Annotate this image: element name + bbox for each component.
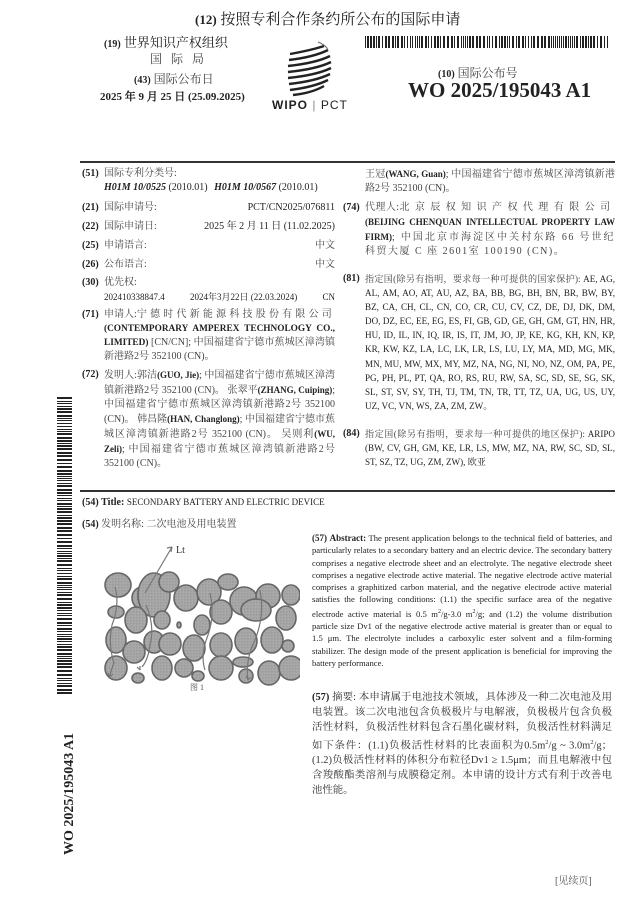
wipo-logo-icon — [284, 40, 334, 98]
particle — [175, 659, 193, 677]
abstract-label: Abstract: — [329, 533, 367, 543]
particle — [210, 633, 232, 657]
wipo-pct-logo-text — [272, 98, 348, 112]
bureau-name: 国 际 局 — [150, 52, 208, 66]
inid-code: (81) — [343, 273, 360, 284]
inventor-5-cn: 王冠 — [365, 169, 386, 180]
inventor-1-address: ; 中国福建省宁德市蕉城区漳湾镇新港路2号 352100 (CN)。 — [104, 370, 335, 396]
agent-address: ; 中国北京市海淀区中关村东路 66 号世纪科贸大厦 C 座 2601室 100190 (CN)。 — [365, 232, 615, 257]
particle — [183, 635, 205, 661]
figure-caption: 图 1 — [190, 683, 204, 692]
abstract-text-part1: 本申请属于电池技术领域，具体涉及一种二次电池及用电装置。该二次电池包含负极极片与电解液，负极极片包含负极活性材料，负极活性材料包含石墨化碳材料，负极活性材料满足如下条件：(1.1)负极活性材料的比表面积为0.5m — [312, 692, 612, 752]
abstract-english — [312, 532, 612, 669]
side-barcode — [57, 397, 72, 697]
field-71-applicant — [82, 308, 335, 364]
inventor-4-cn: 吴则利 — [281, 429, 315, 440]
publication-date-label-text: 国际公布日 — [153, 72, 214, 86]
particle — [261, 627, 283, 653]
publication-barcode — [365, 36, 612, 48]
inventor-1-cn: 郭洁 — [136, 370, 158, 381]
particle — [233, 657, 253, 667]
ipc-class-1: H01M 10/0525 — [104, 182, 166, 193]
title-label: Title: — [101, 497, 125, 508]
superscript: 2 — [590, 739, 594, 746]
field-74-agent — [343, 201, 615, 259]
organization-name — [104, 32, 228, 51]
abstract-label: 摘要: — [332, 692, 357, 703]
document-type-text: 按照专利合作条约所公布的国际申请 — [220, 12, 461, 28]
particle — [194, 615, 210, 635]
field-value: 2025 年 2 月 11 日 (11.02.2025) — [204, 221, 335, 232]
ipc-version-2: (2010.01) — [278, 182, 318, 193]
inventor-1-en: (GUO, Jie) — [157, 370, 200, 380]
abstract-chinese — [312, 690, 612, 798]
inid-code: (21) — [82, 202, 99, 213]
particle — [105, 573, 131, 597]
particle — [177, 622, 181, 628]
inventor-2-address: ; 中国福建省宁德市蕉城区漳湾镇新港路2号 352100 (CN)。 — [104, 385, 336, 425]
abstract-text-part1: The present application belongs to the technical field of batteries, and particularly relates to a secondary battery and an electric device. The secondary battery comprises a negative electrode sheet and an electrolyte. The negative electrode sheet comprises a negative electrode active material. The negative electrode active material comprises a graphitized carbon material, and the negative electrode active material satisfies the following conditions: (1.1) the specific surface area of the negative electrode active material is 0.5 m — [312, 533, 612, 619]
particle — [218, 574, 238, 590]
inid-code: (43) — [134, 75, 151, 86]
inid-code: (12) — [195, 12, 217, 27]
inventor-4-en: (WU, Zeli) — [104, 429, 336, 454]
field-label: 代理人: — [365, 202, 400, 213]
particle — [125, 607, 147, 633]
field-25-filing-language — [82, 239, 335, 253]
inid-code: (51) — [82, 168, 99, 179]
superscript: 2 — [437, 608, 441, 615]
field-81-designated-states — [343, 272, 615, 413]
particle — [276, 606, 296, 630]
inid-code: (57) — [312, 692, 330, 703]
publication-date-label — [134, 70, 214, 87]
inid-code: (22) — [82, 221, 99, 232]
inventor-2-cn: 张翠平 — [227, 385, 258, 396]
abstract-text-part3: /g；(1.2)负极活性材料的体积分布粒径Dv1 ≥ 1.5μm；而且电解液中包含羧酸酯类溶剂与成膜稳定剂。本申请的设计方式有利于改善电池性能。 — [312, 740, 612, 797]
abstract-text-part3: /g; and (1.2) the volume distribution particle size Dv1 of the negative electrode active material is greater than or equal to 1.5 μm. The electrolyte includes a carboxylic ester solvent and a film-forming stabilizer. The design mode of the present application is beneficial for improving the battery performance. — [312, 608, 613, 668]
inid-code: (54) — [82, 519, 99, 530]
barcode-bar — [608, 36, 610, 48]
title-text: 二次电池及用电装置 — [146, 519, 237, 530]
ipc-version-1: (2010.01) — [168, 182, 208, 193]
field-label: 国际专利分类号: — [104, 168, 177, 179]
agent-name-cn: 北京辰权知识产权代理有限公司 — [399, 202, 616, 213]
particle — [241, 599, 271, 621]
field-21-application-number — [82, 201, 335, 215]
designated-states-list: AE, AG, AL, AM, AO, AT, AU, AZ, BA, BB, BG, BH, BN, BR, BW, BY, BZ, CA, CH, CL, CN, CO, CR, CU, CV, CZ, DE, DJ, DK, DM, DO, DZ, EC, EE, EG, ES, FI, GB, GD, GE, GH, GM, GT, HN, HR, HU, ID, IL, IN, IQ, IR, IS, IT, JM, JO, JP, KE, KG, KH, KN, KP, KR, KW, KZ, LA, LC, LK, LR, LS, LU, LY, MA, MD, MG, MK, MN, MU, MW, MX, MY, MZ, NA, NG, NI, NO, NZ, OM, PA, PE, PG, PH, PL, PT, QA, RO, RS, RU, RW, SA, SC, SD, SE, SG, SK, SL, ST, SV, SY, TH, TJ, TM, TN, TR, TT, TZ, UA, UG, US, UY, UZ, VC, VN, WS, ZA, ZM, ZW。 — [365, 274, 615, 411]
agent-name-en: (BEIJING CHENQUAN INTELLECTUAL PROPERTY LAW FIRM) — [365, 217, 615, 242]
title-chinese — [82, 515, 236, 530]
abstract-text-part2: /g-3.0 m — [440, 608, 473, 619]
particle — [258, 661, 280, 685]
continued-on-next-page: [见续页] — [555, 876, 592, 887]
publication-date: 2025 年 9 月 25 日 (25.09.2025) — [100, 91, 245, 103]
title-english — [82, 497, 325, 508]
publication-number-label-text: 国际公布号 — [457, 66, 518, 80]
applicant-address: [CN/CN]; 中国福建省宁德市蕉城区漳湾镇新港路2号 352100 (CN)。 — [104, 337, 336, 362]
inid-code: (10) — [438, 69, 455, 80]
priority-country: CN — [322, 292, 335, 302]
inid-code: (71) — [82, 309, 99, 320]
particle — [210, 600, 232, 624]
applicant-name-cn: 宁德时代新能源科技股份有限公司 — [136, 309, 336, 320]
field-label: 申请人: — [104, 309, 137, 320]
applicant-name-en: (CONTEMPORARY AMPEREX TECHNOLOGY CO., LIMITED) — [104, 324, 335, 348]
superscript: 2 — [472, 608, 476, 615]
field-value: PCT/CN2025/076811 — [247, 202, 335, 213]
inid-code: (30) — [82, 277, 99, 288]
title-label: 发明名称: — [101, 519, 144, 530]
inventor-2-en: (ZHANG, Cuiping) — [257, 385, 333, 395]
pct-text: PCT — [320, 98, 348, 112]
field-label: 发明人: — [104, 370, 137, 381]
figure-1-particle-diagram — [100, 545, 300, 690]
inventor-5-en: (WANG, Guan) — [385, 169, 446, 179]
particle — [105, 656, 127, 680]
particle — [132, 673, 144, 683]
field-72-inventors — [82, 368, 335, 471]
inid-code: (26) — [82, 259, 99, 270]
ipc-class-2: H01M 10/0567 — [214, 182, 277, 193]
document-type-title — [195, 8, 460, 29]
inid-code: (72) — [82, 369, 99, 380]
particle — [154, 611, 170, 629]
wipo-text: WIPO — [272, 98, 308, 112]
particle — [282, 585, 300, 605]
inventor-3-address: ; 中国福建省宁德市蕉城区漳湾镇新港路2号 352100 (CN)。 — [104, 414, 336, 440]
priority-number: 202410338847.4 — [104, 292, 165, 302]
inid-code: (74) — [343, 202, 360, 213]
priority-date: 2024年3月22日 (22.03.2024) — [189, 292, 298, 302]
particle — [279, 656, 300, 680]
field-26-publication-language — [82, 258, 335, 272]
section-divider — [80, 490, 615, 492]
inid-code: (84) — [343, 428, 360, 439]
field-value: 中文 — [315, 240, 335, 251]
logo-separator: | — [312, 98, 317, 112]
inid-code: (57) — [312, 533, 327, 543]
superscript: 2 — [545, 739, 549, 746]
field-51-ipc — [82, 167, 335, 195]
publication-number: WO 2025/195043 A1 — [408, 78, 592, 102]
inventor-3-en: (HAN, Changlong) — [167, 414, 240, 424]
particle — [152, 656, 172, 680]
particle — [282, 640, 294, 652]
header-divider — [80, 161, 615, 163]
inventor-4-address: ; 中国福建省宁德市蕉城区漳湾镇新港路2号 352100 (CN)。 — [104, 444, 335, 469]
side-publication-number: WO 2025/195043 A1 — [62, 732, 77, 855]
field-30-priority — [82, 276, 335, 304]
field-label: 指定国(除另有指明，要求每一种可提供的地区保护): — [365, 429, 585, 439]
inid-code: (54) — [82, 497, 99, 508]
particle — [192, 671, 204, 681]
regional-states-list: ARIPO (BW, CV, GH, GM, KE, LR, LS, MW, MZ, NA, RW, SC, SD, SL, ST, SZ, TZ, UG, ZM, ZW), 欧亚 — [365, 429, 615, 468]
inid-code: (19) — [104, 39, 121, 50]
title-text: SECONDARY BATTERY AND ELECTRIC DEVICE — [126, 497, 325, 507]
field-22-filing-date — [82, 220, 335, 234]
field-label: 国际申请日: — [104, 221, 157, 232]
field-label: 指定国(除另有指明，要求每一种可提供的国家保护): — [365, 274, 581, 284]
field-84-regional-protection — [343, 427, 615, 469]
inid-code: (25) — [82, 240, 99, 251]
organization-text: 世界知识产权组织 — [123, 35, 228, 50]
particle — [235, 628, 257, 654]
inventor-3-cn: 韩昌隆 — [137, 414, 168, 425]
particle — [159, 572, 179, 592]
barcode-bar — [57, 694, 72, 696]
inventor-5-address: ; 中国福建省宁德市蕉城区漳湾镇新港路2号 352100 (CN)。 — [365, 169, 616, 194]
inventor-5 — [343, 167, 615, 196]
particle — [174, 585, 198, 611]
field-label: 申请语言: — [104, 240, 147, 251]
field-label: 优先权: — [104, 277, 137, 288]
particle — [123, 641, 145, 663]
particle — [209, 656, 233, 680]
field-label: 国际申请号: — [104, 202, 157, 213]
arrow-label: Lt — [176, 545, 185, 556]
abstract-text-part2: /g ~ 3.0m — [548, 740, 591, 752]
particle — [159, 633, 181, 655]
field-label: 公布语言: — [104, 259, 147, 270]
field-value: 中文 — [315, 259, 335, 270]
